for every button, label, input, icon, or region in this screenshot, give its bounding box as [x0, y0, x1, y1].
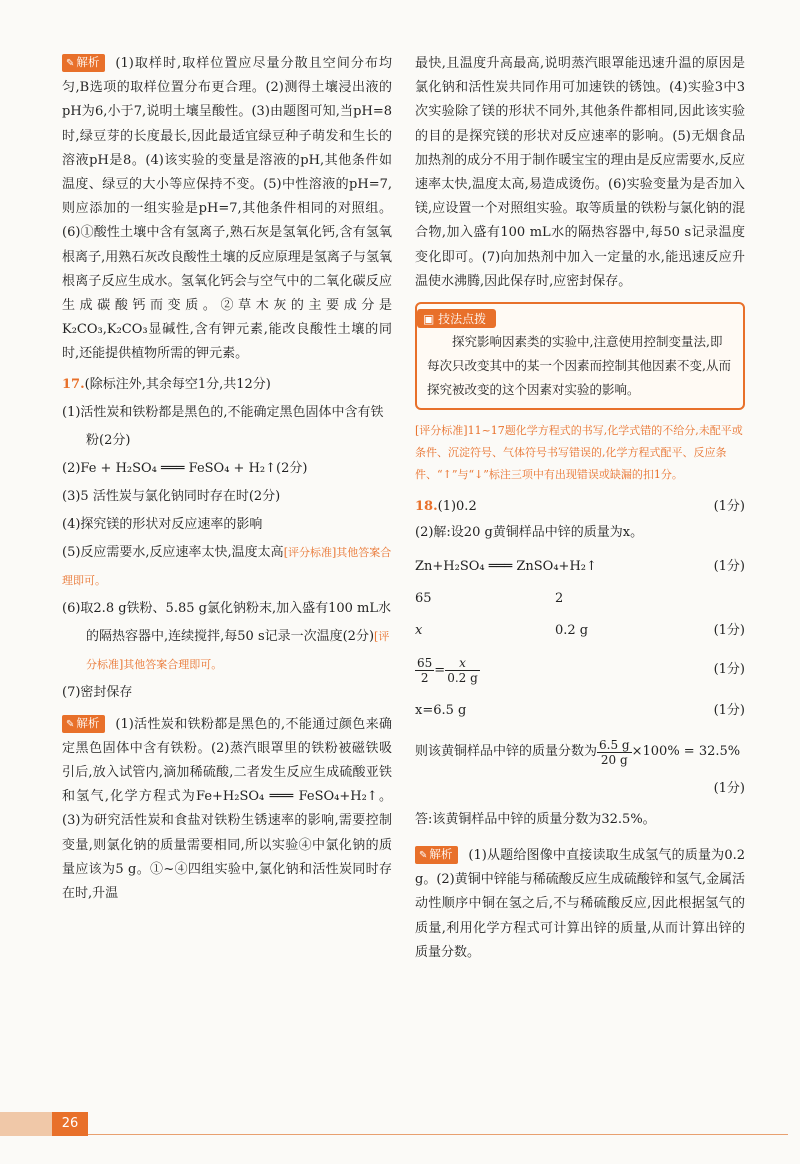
- tip-header: ▣ 技法点拨: [417, 309, 496, 328]
- page-footer: [0, 1112, 800, 1136]
- answer-17-3: (3)5 活性炭与氯化钠同时存在时(2分): [62, 488, 281, 504]
- pen-icon: ✎: [66, 58, 75, 69]
- scoring-standard-note: [评分标准]其他答案合理即可。: [62, 545, 392, 587]
- answer-17-4: (4)探究镁的形状对反应速率的影响: [62, 516, 263, 532]
- book-icon: ▣: [423, 312, 439, 327]
- q18-x-value: x=6.5 g (1分): [415, 703, 745, 719]
- analysis-paragraph-18: ✎ 解析 (1)从题给图像中直接读取生成氢气的质量为0.2 g。(2)黄铜中锌能与稀硫酸反应生成硫酸锌和氢气,金属活动性顺序中铜在氢之后,不与稀硫酸反应,因此根据氢气的质量,利用化学方程式可计算出锌的质量,从而计算出锌的质量分数。: [415, 847, 745, 960]
- q18-answer: 答:该黄铜样品中锌的质量分数为32.5%。: [415, 812, 656, 828]
- right-column: [415, 52, 745, 965]
- fraction: $\frac{x}{0.2 g}$: [447, 655, 478, 685]
- q18-percentage-score: (1分): [713, 781, 745, 797]
- tip-box: [415, 302, 745, 410]
- scoring-standard-note: [评分标准]其他答案合理即可。: [86, 629, 390, 671]
- fraction: $\frac{65}{2}$: [417, 655, 433, 685]
- analysis-tag: ✎ 解析: [415, 846, 458, 864]
- q18-line-1: 18.(1)0.2 (1分): [415, 499, 745, 515]
- answer-17-1: (1)活性炭和铁粉都是黑色的,不能确定黑色固体中含有铁粉(2分): [62, 404, 384, 448]
- analysis-paragraph-17-continued: 最快,且温度升高最高,说明蒸汽眼罩能迅速升温的原因是氯化钠和活性炭共同作用可加速铁的锈蚀。(4)实验3中3次实验除了镁的形状不同外,其他条件都相同,因此该实验的目的是探究镁的形状对反应速率的影响。(5)无烟食品加热剂的成分不用于制作暖宝宝的理由是反应需要水,反应速率太快,温度太高,易造成烫伤。(6)实验变量为是否加入镁,应设置一个对照组实验。取等质量的铁粉与氯化钠的混合物,加入盛有100 mL水的隔热容器中,每50 s记录温度变化即可。(7)向加热剂中加入一定量的水,能迅速反应升温使水沸腾,因此保存时,应密封保存。: [415, 56, 745, 289]
- analysis-tag: ✎ 解析: [62, 54, 105, 72]
- footer-rule: [88, 1134, 788, 1135]
- analysis-paragraph-16: ✎ 解析 (1)取样时,取样位置应尽量分散且空间分布均匀,B选项的取样位置分布更合理。(2)测得土壤浸出液的pH为6,小于7,说明土壤呈酸性。(3)由题图可知,当pH=8时,绿豆芽的长度最长,因此最适宜绿豆种子萌发和生长的溶液pH是8。(4)该实验的变量是溶液的pH,其他条件如温度、绿豆的大小等应保持不变。(5)中性溶液的pH=7,则应添加的一组实验是pH=7,其他条件相同的对照组。(6)①酸性土壤中含有氢离子,熟石灰是氢氧化钙,含有氢氧根离子,用熟石灰改良酸性土壤的反应原理是氢离子与氢氧根离子反应生成水。氢氧化钙会与空气中的二氧化碳反应生成碳酸钙而变质。②草木灰的主要成分是K₂CO₃,K₂CO₃显碱性,含有钾元素,能改良酸性土壤的同时,还能提供植物所需的钾元素。: [62, 55, 392, 362]
- analysis-tag: ✎ 解析: [62, 715, 105, 733]
- left-column: [62, 52, 392, 906]
- q18-percentage-row: 则该黄铜样品中锌的质量分数为 $\frac{6.5 g}{20 g}$ ×100% = 32.5%: [415, 737, 741, 767]
- question-17-header: 17.(除标注外,其余每空1分,共12分): [62, 376, 271, 392]
- answer-17-5: (5)反应需要水,反应速率太快,温度太高[评分标准]其他答案合理即可。: [62, 544, 392, 587]
- scoring-standard-paragraph: [评分标准]11~17题化学方程式的书写,化学式错的不给分,未配平或条件、沉淀符号、气体符号书写错误的,化学方程式配平、反应条件、“↑”与“↓”标注三项中有出现错误或缺漏的扣1分。: [415, 424, 743, 482]
- tip-text: 探究影响因素类的实验中,注意使用控制变量法,即每次只改变其中的某一个因素而控制其他因素不变,从而探究被改变的这个因素对实验的影响。: [427, 334, 731, 398]
- answer-17-7: (7)密封保存: [62, 684, 133, 700]
- q18-line-2: (2)解:设20 g黄铜样品中锌的质量为x。: [415, 525, 644, 541]
- q18-molar-mass-row: 65 2: [415, 591, 564, 607]
- answer-17-2: (2)Fe + H₂SO₄ ═══ FeSO₄ + H₂↑(2分): [62, 460, 308, 476]
- analysis-paragraph-17: ✎ 解析 (1)活性炭和铁粉都是黑色的,不能通过颜色来确定黑色固体中含有铁粉。(2)蒸汽眼罩里的铁粉被磁铁吸引后,放入试管内,滴加稀硫酸,二者发生反应生成硫酸亚铁和氢气,化学方程式为Fe+H₂SO₄ ═══ FeSO₄+H₂↑。(3)为研究活性炭和食盐对铁粉生锈速率的影响,需要控制变量,则氯化钠的质量需要相同,所以实验④中氯化钠的质量应该为5 g。①~④四组实验中,氯化钠和活性炭同时存在时,升温: [62, 715, 392, 902]
- page-number: 26: [52, 1112, 88, 1136]
- question-18-block: [415, 494, 745, 834]
- pen-icon: ✎: [66, 718, 75, 730]
- pen-icon: ✎: [419, 850, 428, 862]
- q18-mass-row: x 0.2 g (1分): [415, 623, 745, 639]
- fraction: $\frac{6.5 g}{20 g}$: [599, 737, 630, 767]
- q18-equation: Zn+H₂SO₄ ═══ ZnSO₄+H₂↑ (1分): [415, 559, 745, 575]
- q18-proportion-row: $\frac{65}{2}$ = $\frac{x}{0.2 g}$ (1分): [417, 655, 745, 685]
- answer-17-6: (6)取2.8 g铁粉、5.85 g氯化钠粉末,加入盛有100 mL水的隔热容器中,连续搅拌,每50 s记录一次温度(2分)[评分标准]其他答案合理即可。: [62, 600, 391, 671]
